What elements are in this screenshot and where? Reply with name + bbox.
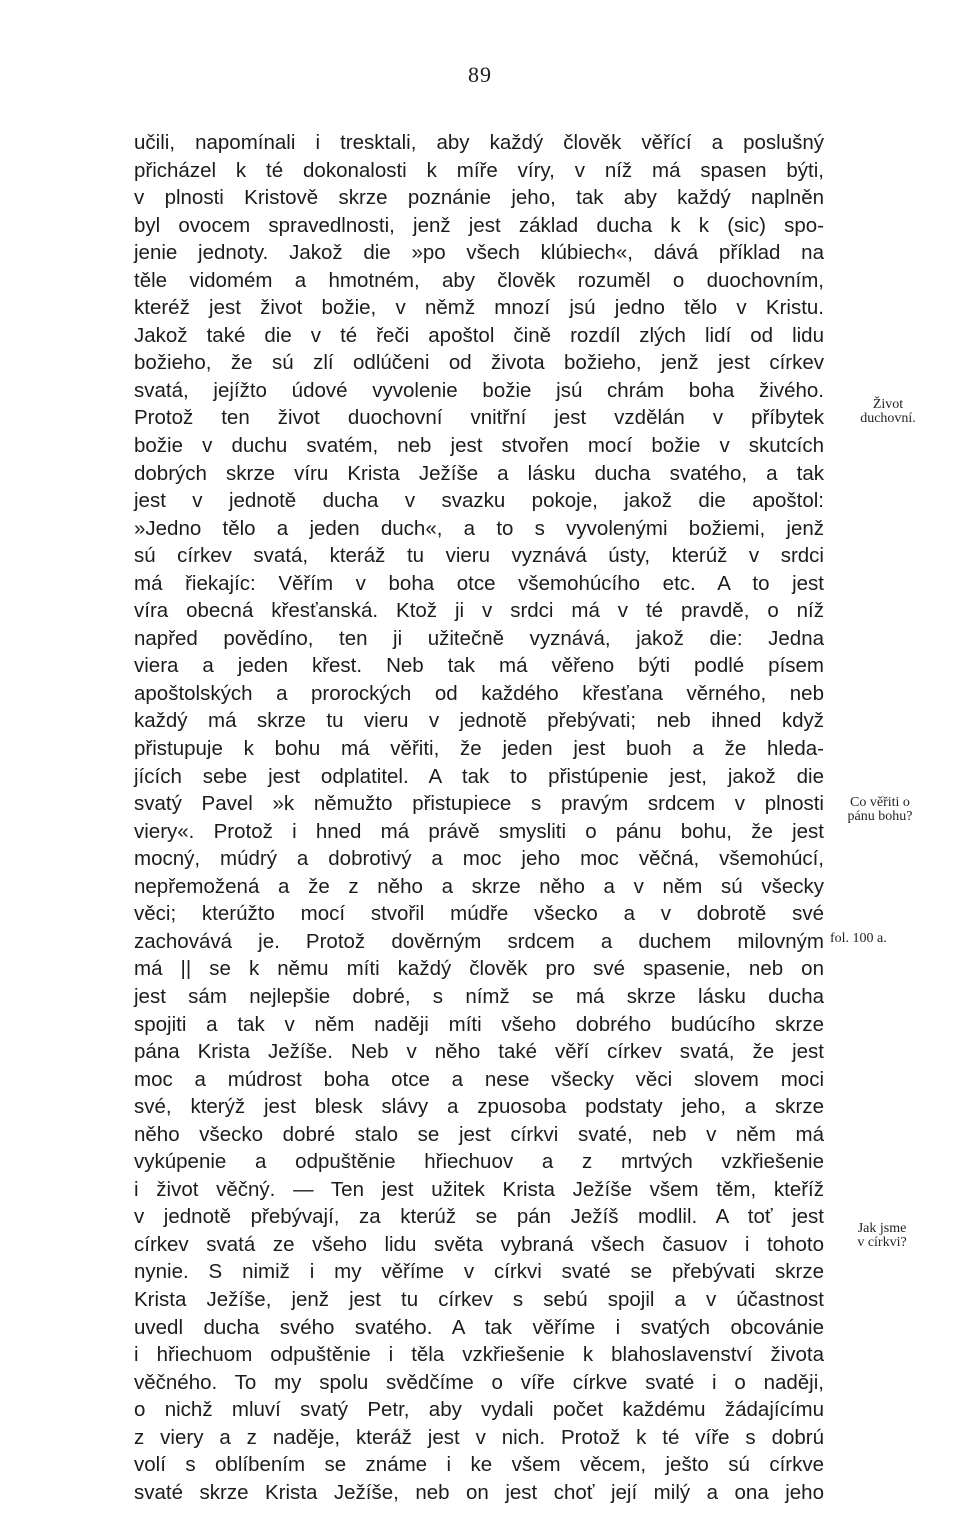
- text-line: něho všecko dobré stalo se jest církvi svaté, neb v něm má: [134, 1122, 824, 1146]
- text-line: těle vidomém a hmotném, aby člověk rozuměl o duochovním,: [134, 268, 824, 292]
- marginal-note-line: duchovní.: [860, 411, 916, 426]
- text-line: vykúpenie a odpuštěnie hřiechuov a z mrtvých vzkřiešenie: [134, 1150, 824, 1174]
- text-line: uvedl ducha svého svatého. A tak věříme i svatých obcovánie: [134, 1315, 824, 1339]
- text-line: viera a jeden křest. Neb tak má věřeno býti podlé písem: [134, 654, 824, 678]
- text-line: učili, napomínali i tresktali, aby každý člověk věřící a poslušný: [134, 131, 824, 154]
- text-line: své, kterýž jest blesk slávy a zpuosoba podstaty jeho, a skrze: [134, 1095, 824, 1119]
- text-line: »Jedno tělo a jeden duch«, a to s vyvolenými božiemi, jenž: [134, 516, 824, 540]
- text-line: svatá, jejížto údové vyvolenie božie jsú chrám boha živého.: [134, 378, 824, 402]
- text-line: věci; kterúžto mocí stvořil múdře všecko a v dobrotě své: [134, 902, 824, 926]
- text-line: svatý Pavel »k němužto přistupiece s pravým srdcem v plnosti: [134, 792, 824, 816]
- text-line: v jednotě přebývají, za kterúž se pán Ježíš modlil. A toť jest: [134, 1205, 824, 1229]
- text-line: nynie. S nimiž i my věříme v církvi svaté se přebývati skrze: [134, 1260, 824, 1284]
- text-line: jest v jednotě ducha v svazku pokoje, jakož die apoštol:: [134, 489, 824, 513]
- text-line: volí s oblíbením se známe i ke všem věcem, ješto sú církve: [134, 1453, 824, 1477]
- text-line: věčného. To my spolu svědčíme o víře církve svaté i o naději,: [134, 1370, 824, 1394]
- text-line: Krista Ježíše, jenž jest tu církev s sebú spojil a v účastnost: [134, 1287, 824, 1311]
- marginal-note-line: fol. 100 a.: [830, 931, 887, 946]
- text-line: moc a múdrost boha otce a nese všecky věci slovem moci: [134, 1067, 824, 1091]
- text-line: viery«. Protož i hned má právě smysliti o pánu bohu, že jest: [134, 819, 824, 843]
- marginal-note-line: Jak jsme: [857, 1221, 907, 1236]
- text-line: spojiti a tak v něm naději míti všeho dobrého budúcího skrze: [134, 1012, 824, 1036]
- text-line: o nichž mluví svatý Petr, aby vydali počet každému žádajícímu: [134, 1398, 824, 1422]
- text-line: víra obecná křesťanská. Ktož ji v srdci má v té pravdě, o níž: [134, 599, 824, 623]
- text-line: nepřemožená a že z něho a skrze něho a v něm sú všecky: [134, 874, 824, 898]
- text-line: z viery a z naděje, kteráž jest v nich. Protož k té víře s dobrú: [134, 1425, 824, 1449]
- marginal-note-zivot-duchovni: [848, 398, 928, 426]
- text-line: církev svatá ze všeho lidu světa vybraná všech časuov i tohoto: [134, 1232, 824, 1256]
- text-line: každý má skrze tu vieru v jednotě přebývati; neb ihned když: [134, 709, 824, 733]
- text-line: jest sám nejlepšie dobré, s nímž se má skrze lásku ducha: [134, 984, 824, 1008]
- text-line: božieho, že sú zlí odlúčeni od života božieho, jenž jest církev: [134, 351, 824, 375]
- text-line: apoštolských a prorockých od každého křesťana věrného, neb: [134, 681, 824, 705]
- marginal-note-line: Život: [872, 397, 904, 412]
- marginal-note-line: v církvi?: [857, 1235, 907, 1250]
- marginal-note-line: Co věřiti o: [850, 795, 910, 810]
- text-line: svaté skrze Krista Ježíše, neb on jest choť její milý a ona jeho: [134, 1480, 824, 1504]
- text-line: jenie jednoty. Jakož die »po všech klúbiech«, dává příklad na: [134, 241, 824, 265]
- body-text: [134, 129, 824, 1506]
- text-line: napřed povědíno, ten ji užitečně vyznává, jakož die: Jedna: [134, 626, 824, 650]
- text-line: byl ovocem spravedlnosti, jenž jest základ ducha k k (sic) spo-: [134, 213, 824, 237]
- marginal-note-folio: [830, 932, 930, 946]
- text-line: mocný, múdrý a dobrotivý a moc jeho moc věčná, všemohúcí,: [134, 847, 824, 871]
- text-line: jících sebe jest odplatitel. A tak to přistúpenie jest, jakož die: [134, 764, 824, 788]
- text-line: Protož ten život duochovní vnitřní jest vzdělán v příbytek: [134, 406, 824, 430]
- text-line: zachovává je. Protož dověrným srdcem a duchem milovným: [134, 929, 824, 953]
- marginal-note-jak-jsme: [832, 1222, 932, 1250]
- marginal-note-co-veriti: [830, 796, 930, 824]
- text-line: Jakož také die v té řeči apoštol čině rozdíl zlých lidí od lidu: [134, 323, 824, 347]
- text-line: v plnosti Kristově skrze poznánie jeho, tak aby každý naplněn: [134, 186, 824, 210]
- text-line: i život věčný. — Ten jest užitek Krista Ježíše všem těm, kteříž: [134, 1177, 824, 1201]
- text-line: kteréž jest život božie, v němž mnozí jsú jedno tělo v Kristu.: [134, 296, 824, 320]
- text-line: dobrých skrze víru Krista Ježíše a lásku ducha svatého, a tak: [134, 461, 824, 485]
- text-line: má řiekajíc: Věřím v boha otce všemohúcího etc. A to jest: [134, 571, 824, 595]
- text-line: pána Krista Ježíše. Neb v něho také věří církev svatá, že jest: [134, 1040, 824, 1064]
- text-line: i hřiechuom odpuštěnie i těla vzkřiešenie k blahoslavenství života: [134, 1343, 824, 1367]
- marginal-note-line: pánu bohu?: [847, 809, 913, 824]
- text-line: sú církev svatá, kteráž tu vieru vyznává ústy, kterúž v srdci: [134, 544, 824, 568]
- text-line: má || se k němu míti každý člověk pro své spasenie, neb on: [134, 957, 824, 981]
- text-line: božie v duchu svatém, neb jest stvořen mocí božie v skutcích: [134, 434, 824, 458]
- text-line: přicházel k té dokonalosti k míře víry, v níž má spasen býti,: [134, 158, 824, 182]
- page-number: 89: [468, 62, 492, 87]
- text-line: přistupuje k bohu má věřiti, že jeden jest buoh a že hleda-: [134, 737, 824, 761]
